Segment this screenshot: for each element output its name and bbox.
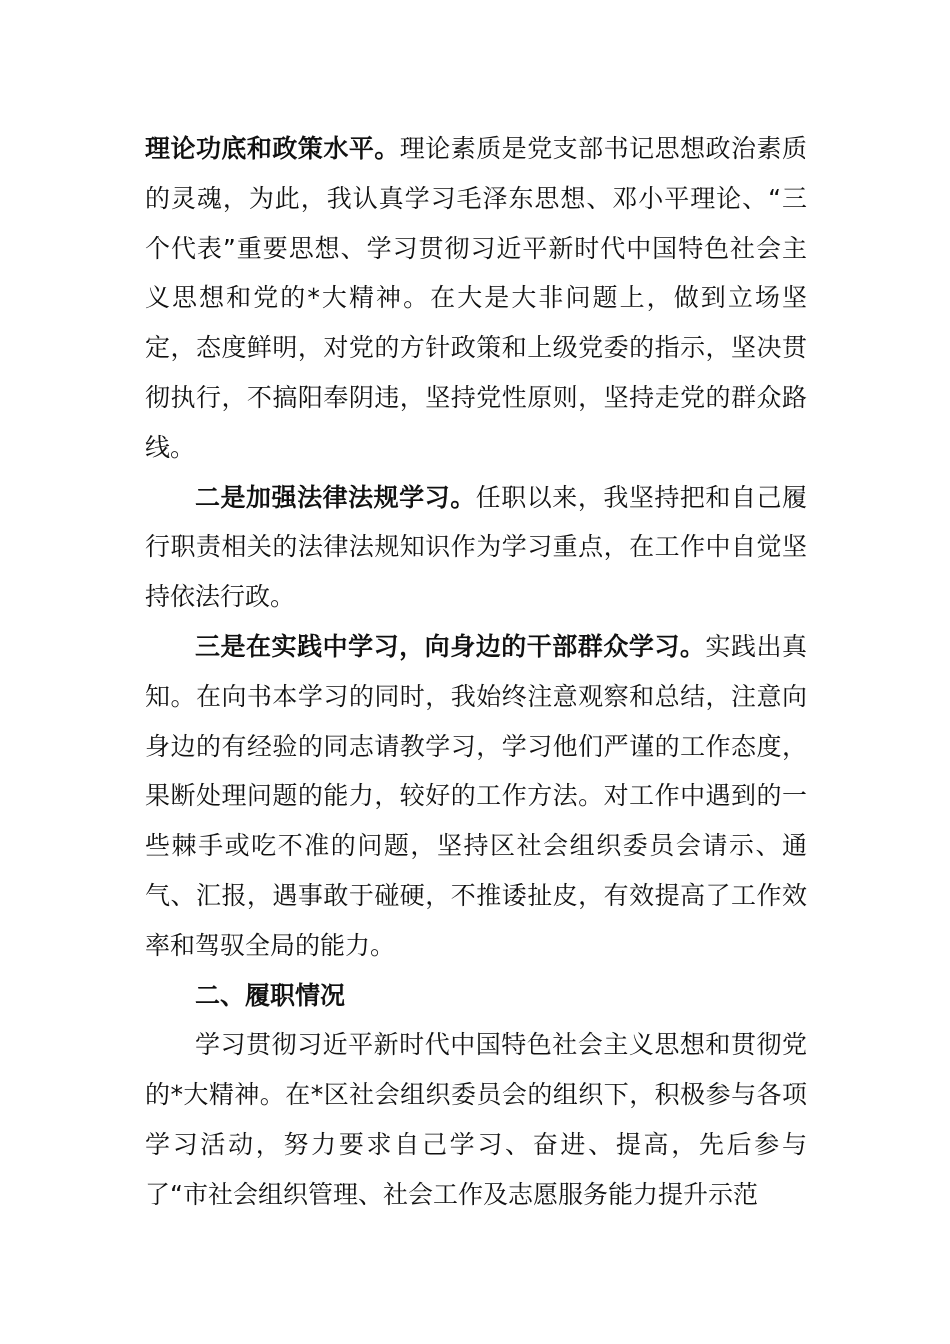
paragraph-duties: 学习贯彻习近平新时代中国特色社会主义思想和贯彻党的*大精神。在*区社会组织委员会的组织下，积极参与各项学习活动，努力要求自己学习、奋进、提高，先后参与了“市社会组织管理、社会工作及志愿服务能力提升示范 [145,1030,807,1209]
paragraph-theory [145,124,807,473]
paragraph-practice-study [145,622,807,971]
paragraph-theory-text: 理论素质是党支部书记思想政治素质的灵魂，为此，我认真学习毛泽东思想、邓小平理论、“三个代表”重要思想、学习贯彻习近平新时代中国特色社会主义思想和党的*大精神。在大是大非问题上，做到立场坚定，态度鲜明，对党的方针政策和上级党委的指示，坚决贯彻执行，不搞阳奉阴违，坚持党性原则，坚持走党的群众路线。 [145,134,807,462]
paragraph-practice-study-text: 实践出真知。在向书本学习的同时，我始终注意观察和总结，注意向身边的有经验的同志请教学习，学习他们严谨的工作态度，果断处理问题的能力，较好的工作方法。对工作中遇到的一些棘手或吃不准的问题，坚持区社会组织委员会请示、通气、汇报，遇事敢于碰硬，不推诿扯皮，有效提高了工作效率和驾驭全局的能力。 [145,631,807,960]
section-heading-duties: 二、履职情况 [195,980,346,1010]
paragraph-practice-study-lead: 三是在实践中学习，向身边的干部群众学习。 [195,631,706,661]
paragraph-law-study-text: 任职以来，我坚持把和自己履行职责相关的法律法规知识作为学习重点，在工作中自觉坚持依法行政。 [145,482,807,612]
paragraph-law-study-lead: 二是加强法律法规学习。 [195,482,476,512]
paragraph-law-study [145,473,807,622]
document-body [145,124,807,1220]
paragraph-theory-lead: 理论功底和政策水平。 [145,134,400,163]
